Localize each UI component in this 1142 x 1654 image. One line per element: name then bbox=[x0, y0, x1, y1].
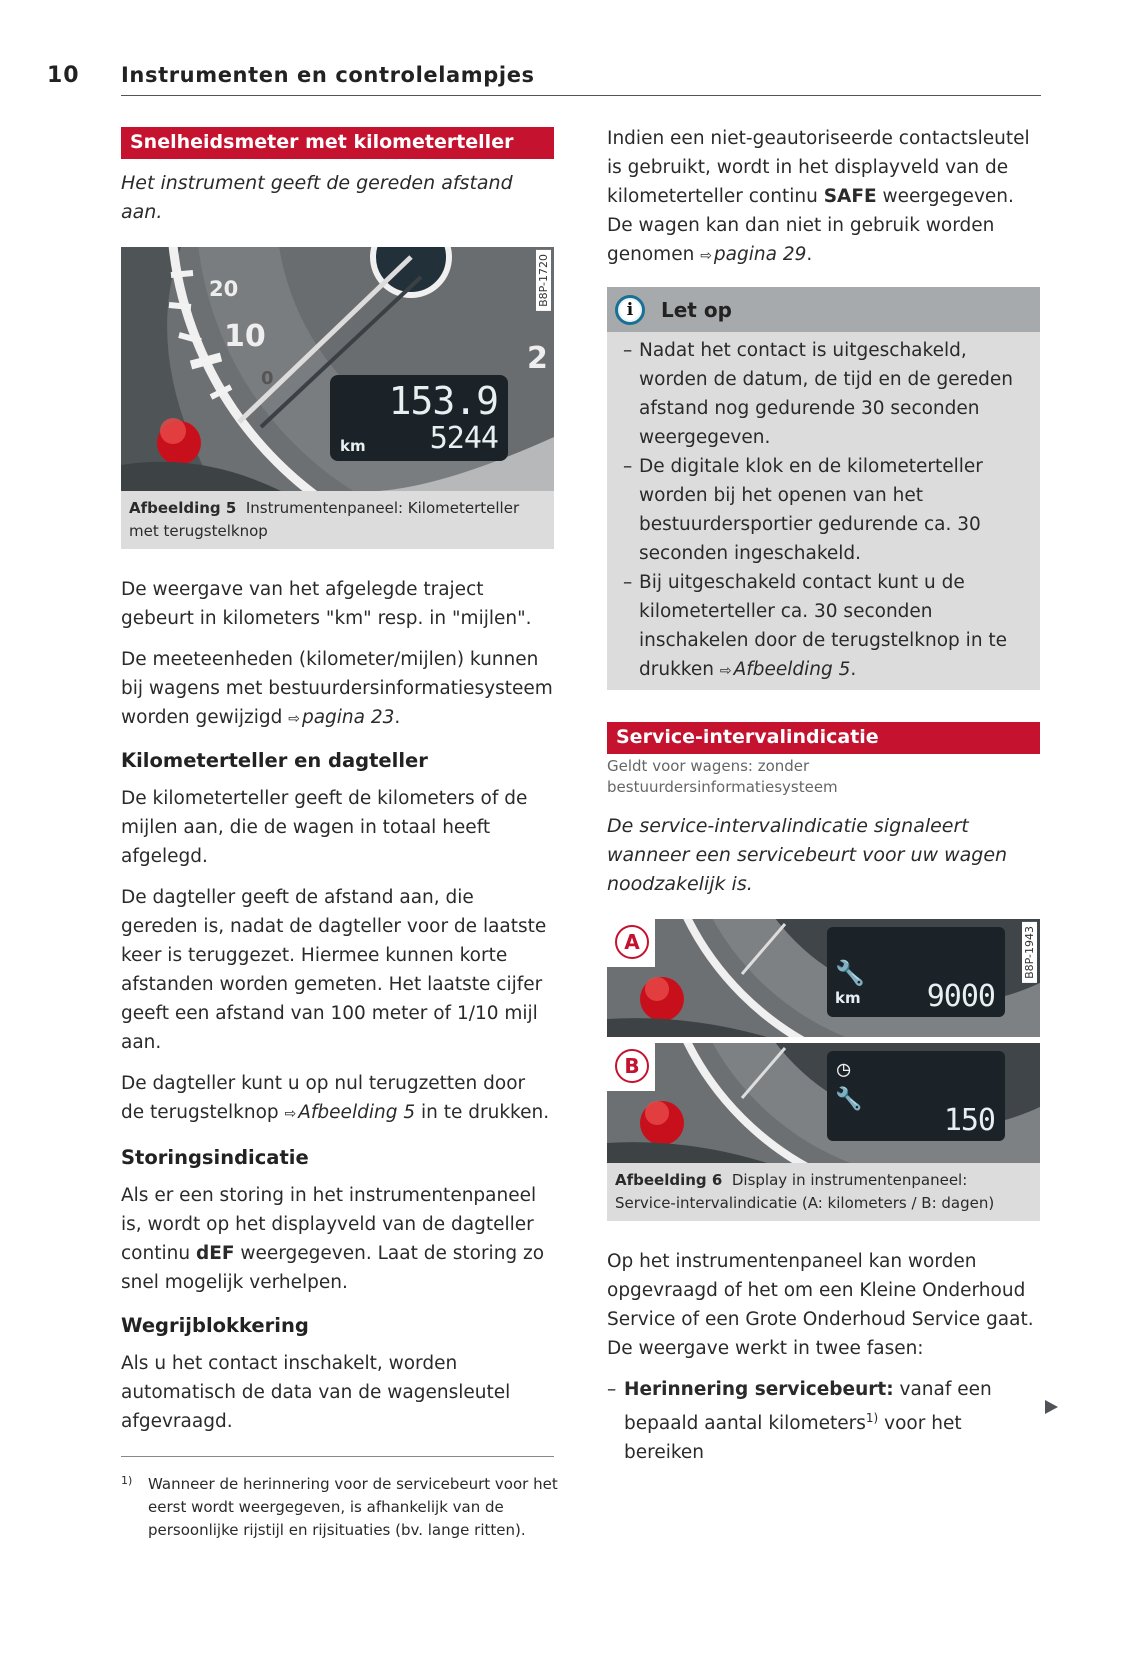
paragraph-phases: Op het instrumentenpaneel kan worden opgevraagd of het om een Kleine Onderhoud Service of een Grote Onderhoud Service gaat. De weergave werkt in twee fasen: bbox=[607, 1251, 1034, 1359]
service-lcd-b bbox=[827, 1051, 1005, 1141]
caption-text: Display in instrumentenpaneel: Service-intervalindicatie (A: kilometers / B: dagen) bbox=[615, 1171, 995, 1212]
panel-b-label: B bbox=[615, 1049, 649, 1083]
footnote-ref[interactable]: 1) bbox=[865, 1411, 879, 1425]
service-lcd-a bbox=[827, 927, 1005, 1017]
paragraph-text: weergegeven. Laat de storing zo snel mogelijk verhelpen. bbox=[121, 1243, 545, 1293]
paragraph-text: in te drukken. bbox=[420, 1102, 550, 1123]
panel-a-label: A bbox=[615, 925, 649, 959]
figure-6-image bbox=[607, 919, 1040, 1163]
odometer-lcd bbox=[330, 375, 508, 461]
def-code: dEF bbox=[195, 1243, 235, 1264]
right-column bbox=[607, 124, 1040, 1467]
paragraph-text: Indien een niet-geautoriseerde contactsleutel is gebruikt, wordt in het displayveld van de kilometerteller continu bbox=[607, 128, 1030, 207]
paragraph-safe: Indien een niet-geautoriseerde contactsleutel is gebruikt, wordt in het displayveld van de kilometerteller continu SAFE weergegeven. De wagen kan dan niet in gebruik worden genomen ⇨ pagina 29. bbox=[607, 128, 1030, 265]
reference-arrow-icon: ⇨ bbox=[719, 663, 732, 679]
gauge-label-20: 20 bbox=[209, 277, 239, 301]
link-figure-5[interactable]: Afbeelding 5 bbox=[298, 1102, 416, 1123]
trip-value: 153.9 bbox=[388, 379, 498, 423]
figure-6 bbox=[607, 919, 1040, 1221]
caption-label: Afbeelding 5 bbox=[129, 499, 237, 517]
paragraph-text: weergegeven. De wagen kan dan niet in gebruik worden genomen bbox=[607, 186, 1014, 265]
footnote-mark: 1) bbox=[121, 1474, 133, 1487]
lead-service: De service-intervalindicatie signaleert wanneer een servicebeurt voor uw wagen noodzakelijk is. bbox=[607, 815, 1008, 895]
note-item: – De digitale klok en de kilometerteller worden bij het openen van het bestuurdersportier gedurende ca. 30 seconden ingeschakeld. bbox=[623, 452, 1030, 568]
figure-5 bbox=[121, 247, 554, 549]
paragraph-odometer: De kilometerteller geeft de kilometers of de mijlen aan, die de wagen in totaal heeft afgelegd. bbox=[121, 788, 528, 867]
chapter-title: Instrumenten en controlelampjes bbox=[121, 63, 535, 87]
gauge-label-2: 2 bbox=[527, 341, 548, 376]
wrench-icon: 🔧 bbox=[835, 1087, 863, 1112]
reference-arrow-icon: ⇨ bbox=[284, 1106, 297, 1122]
item-text: voor het bereiken bbox=[624, 1413, 962, 1464]
gauge-label-10: 10 bbox=[224, 319, 266, 354]
list-item-reminder: – Herinnering servicebeurt: vanaf een bepaald aantal kilometers$^{1)}$ voor het bereiken bbox=[607, 1379, 992, 1464]
applies-to: Geldt voor wagens: zonder bestuurdersinformatiesysteem bbox=[607, 757, 838, 796]
wrench-icon: 🔧 bbox=[835, 959, 865, 987]
km-unit: km bbox=[340, 437, 366, 455]
reference-arrow-icon: ⇨ bbox=[288, 711, 300, 727]
heading-odometer: Kilometerteller en dagteller bbox=[121, 749, 428, 772]
paragraph-reset bbox=[121, 1069, 554, 1129]
clock-icon: ◷ bbox=[837, 1057, 851, 1082]
note-header bbox=[607, 287, 1040, 332]
figure-5-image bbox=[121, 247, 554, 491]
heading-immobilizer: Wegrijblokkering bbox=[121, 1314, 309, 1337]
figure-5-caption bbox=[121, 491, 554, 549]
paragraph-text: Als er een storing in het instrumentenpaneel is, wordt op het displayveld van de dagteller continu bbox=[121, 1185, 537, 1264]
paragraph-immobilizer: Als u het contact inschakelt, worden automatisch de data van de wagensleutel afgevraagd. bbox=[121, 1353, 511, 1432]
paragraph-text: De meeteenheden (kilometer/mijlen) kunnen bij wagens met bestuurdersinformatiesysteem worden gewijzigd bbox=[121, 649, 553, 728]
link-page-23[interactable]: pagina 23 bbox=[301, 707, 395, 728]
footnote-rule bbox=[121, 1456, 554, 1457]
note-item: – Bij uitgeschakeld contact kunt u de kilometerteller ca. 30 seconden inschakelen door de terugstelknop in te drukken ⇨ Afbeelding 5. bbox=[623, 568, 1030, 686]
page-number: 10 bbox=[47, 63, 80, 88]
continue-arrow-icon bbox=[1045, 1400, 1058, 1414]
paragraph-fault bbox=[121, 1181, 554, 1297]
section-title-service: Service-intervalindicatie bbox=[607, 722, 1040, 754]
km-unit: km bbox=[835, 989, 861, 1007]
note-item-text: Bij uitgeschakeld contact kunt u de kilometerteller ca. 30 seconden inschakelen door de terugstelknop in te drukken bbox=[639, 572, 1008, 680]
lead-speedometer: Het instrument geeft de gereden afstand aan. bbox=[121, 172, 513, 223]
footnote bbox=[121, 1473, 581, 1542]
item-bold-label: Herinnering servicebeurt: bbox=[624, 1379, 894, 1400]
total-value: 5244 bbox=[429, 421, 498, 456]
paragraph-tripmeter: De dagteller geeft de afstand aan, die gereden is, nadat de dagteller voor de laatste keer is teruggezet. Hiermee kunnen korte afstanden worden gemeten. Het laatste cijfer geeft een afstand van 100 meter of 1/10 mijl aan. bbox=[121, 887, 547, 1053]
note-item: – Nadat het contact is uitgeschakeld, worden de datum, de tijd en de gereden afstand nog gedurende 30 seconden weergegeven. bbox=[623, 336, 1030, 452]
heading-fault: Storingsindicatie bbox=[121, 1146, 309, 1169]
paragraph-units: De weergave van het afgelegde traject gebeurt in kilometers "km" resp. in "mijlen". bbox=[121, 579, 532, 629]
panel-b bbox=[607, 1043, 1040, 1163]
left-column bbox=[121, 127, 554, 1436]
item-text: vanaf een bepaald aantal kilometers bbox=[624, 1379, 992, 1435]
service-km-value: 9000 bbox=[926, 979, 995, 1014]
figure-code: B8P-1720 bbox=[536, 250, 551, 311]
note-list bbox=[607, 332, 1040, 690]
note-box bbox=[607, 287, 1040, 690]
gauge-label-0: 0 bbox=[261, 368, 274, 389]
reference-arrow-icon: ⇨ bbox=[700, 248, 712, 264]
link-figure-5[interactable]: Afbeelding 5 bbox=[733, 659, 851, 680]
header-rule bbox=[121, 95, 1041, 96]
note-title: Let op bbox=[661, 297, 732, 322]
figure-code: B8P-1943 bbox=[1022, 922, 1037, 983]
caption-label: Afbeelding 6 bbox=[615, 1171, 723, 1189]
panel-a bbox=[607, 919, 1040, 1037]
figure-6-caption bbox=[607, 1163, 1040, 1221]
paragraph-units-change: De meeteenheden (kilometer/mijlen) kunnen bij wagens met bestuurdersinformatiesysteem worden gewijzigd ⇨ pagina 23. bbox=[121, 649, 553, 728]
caption-text: Instrumentenpaneel: Kilometerteller met terugstelknop bbox=[129, 499, 520, 540]
info-icon: i bbox=[615, 295, 645, 325]
footnote-text: Wanneer de herinnering voor de servicebeurt voor het eerst wordt weergegeven, is afhankelijk van de persoonlijke rijstijl en rijsituaties (bv. lange ritten). bbox=[148, 1475, 558, 1539]
paragraph-text: De dagteller kunt u op nul terugzetten door de terugstelknop bbox=[121, 1073, 526, 1123]
safe-code: SAFE bbox=[823, 186, 877, 207]
service-days-value: 150 bbox=[943, 1103, 995, 1138]
section-title-speedometer: Snelheidsmeter met kilometerteller bbox=[121, 127, 554, 159]
link-page-29[interactable]: pagina 29 bbox=[713, 244, 807, 265]
